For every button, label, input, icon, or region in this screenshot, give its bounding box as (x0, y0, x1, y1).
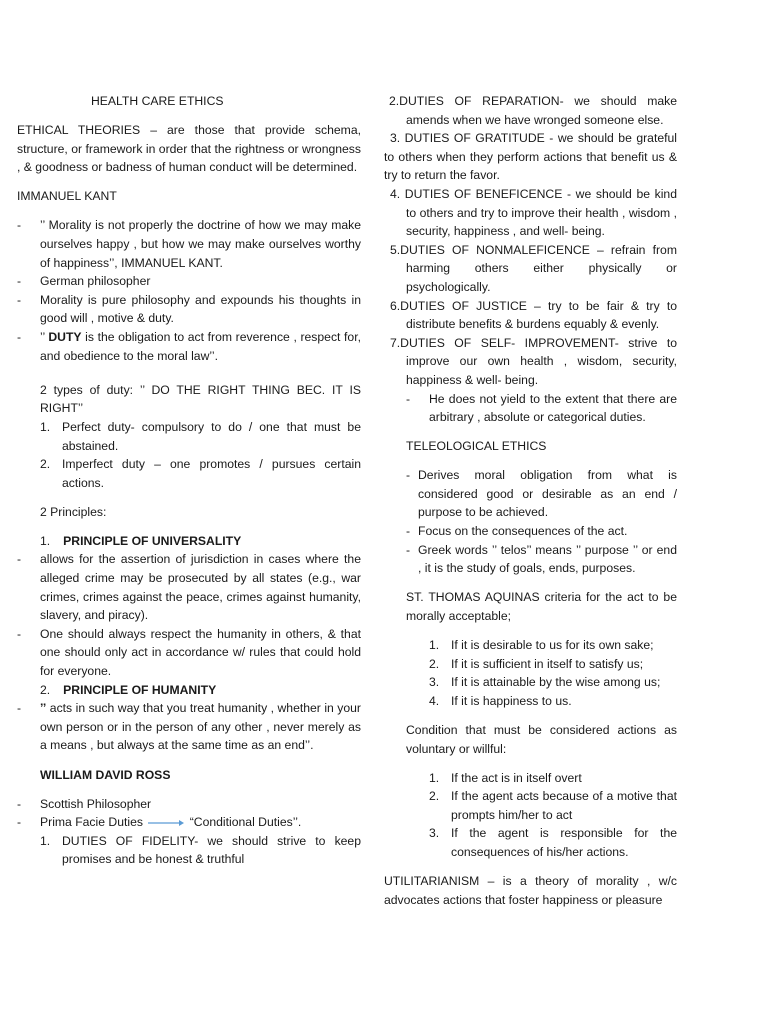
teleological-bullet: - Greek words ’’ telos’’ means ’’ purpose ’’ or end , it is the study of goals, ends, purposes. (406, 542, 677, 576)
condition-item: 3. If the agent is responsible for the consequences of his/her actions. (429, 826, 677, 859)
left-column (17, 92, 361, 869)
humanity-bullet: - ’’ acts in such way that you treat humanity , whether in your own person or in the person of any other , never merely as a means , but always at the same time as an end’’. (17, 701, 361, 753)
duty-definition: - ’’ DUTY is the obligation to act from reverence , respect for, and obedience to the moral law’’. (17, 330, 361, 363)
duty-type-item: 1. Perfect duty- compulsory to do / one that must be abstained. (40, 419, 361, 453)
fidelity-item: 1. DUTIES OF FIDELITY- we should strive to keep promises and be honest & truthful (40, 833, 361, 867)
duty-term: DUTY (48, 330, 82, 345)
ross-note: - He does not yield to the extent that there are arbitrary , absolute or categorical duties. (406, 391, 677, 425)
utilitarianism-paragraph: UTILITARIANISM – is a theory of morality , w/c advocates actions that foster happiness or pleasure (384, 874, 677, 907)
aquinas-criterion: 4. If it is happiness to us. (429, 693, 572, 708)
universality-heading: 1. PRINCIPLE OF UNIVERSALITY (40, 533, 242, 548)
principles-heading: 2 Principles: (40, 504, 107, 519)
universality-bullet: - One should always respect the humanity in others, & that one should only act in accordance w/ rules that could hold for everyone. (17, 626, 361, 679)
reparation-item: 2.DUTIES OF REPARATION- we should make amends when we have wronged someone else. (389, 94, 677, 127)
aquinas-intro: ST. THOMAS AQUINAS criteria for the act to be morally acceptable; (406, 590, 677, 623)
ross-bullet: - Scottish Philosopher (17, 796, 152, 811)
gratitude-item: 3. DUTIES OF GRATITUDE - we should be grateful to others when they perform actions that benefit us & try to return the favor. (384, 131, 677, 183)
condition-intro: Condition that must be considered actions as voluntary or willful: (406, 722, 677, 756)
teleological-bullet: - Focus on the consequences of the act. (406, 524, 628, 539)
justice-item: 6.DUTIES OF JUSTICE – try to be fair & try to distribute benefits & burdens equably & evenly. (390, 298, 677, 332)
kant-heading: IMMANUEL KANT (17, 189, 117, 204)
condition-item: 2. If the agent acts because of a motive that prompts him/her to act (429, 789, 677, 822)
condition-item: 1. If the act is in itself overt (429, 770, 582, 785)
right-column (384, 92, 677, 909)
right-arrow-icon (148, 818, 184, 828)
universality-bullet: - allows for the assertion of jurisdiction in cases where the alleged crime may be prosecuted by all states (e.g., war crimes, crimes against the peace, crimes against humanity, slavery, and piracy). (17, 552, 361, 623)
teleological-heading: TELEOLOGICAL ETHICS (406, 439, 547, 454)
duty-type-item: 2. Imperfect duty – one promotes / pursues certain actions. (40, 457, 361, 490)
ross-heading: WILLIAM DAVID ROSS (40, 767, 171, 782)
beneficence-item: 4. DUTIES OF BENEFICENCE - we should be kind to others and try to improve their health , wisdom , security, happiness , and well- being. (390, 186, 677, 239)
document-title: HEALTH CARE ETHICS (91, 94, 224, 108)
aquinas-criterion: 1. If it is desirable to us for its own sake; (429, 638, 654, 653)
ethical-theories-paragraph: ETHICAL THEORIES – are those that provide schema, structure, or framework in order that the rightness or wrongness , & goodness or badness of human conduct will be determined. (17, 123, 361, 175)
kant-bullet: - ’’ Morality is not properly the doctrine of how we may make ourselves happy , but how we may make ourselves worthy of happiness’’, IMMANUEL KANT. (17, 218, 361, 270)
aquinas-criterion: 3. If it is attainable by the wise among us; (429, 675, 661, 690)
nonmaleficence-item: 5.DUTIES OF NONMALEFICENCE – refrain from harming others either physically or psychologically. (390, 242, 677, 294)
humanity-heading: 2. PRINCIPLE OF HUMANITY (40, 682, 217, 697)
ross-bullet: - Prima Facie Duties “Conditional Duties’’. (17, 815, 302, 830)
kant-bullet: - German philosopher (17, 274, 151, 289)
types-of-duty: 2 types of duty: ’’ DO THE RIGHT THING BEC. IT IS RIGHT’’ (40, 382, 361, 416)
kant-bullet: - Morality is pure philosophy and expounds his thoughts in good will , motive & duty. (17, 292, 361, 326)
aquinas-criterion: 2. If it is sufficient in itself to satisfy us; (429, 656, 644, 671)
self-improvement-item: 7.DUTIES OF SELF- IMPROVEMENT- strive to improve our own health , wisdom, security, happiness & well- being. (390, 335, 677, 387)
teleological-bullet: - Derives moral obligation from what is considered good or desirable as an end / purpose to be achieved. (406, 468, 677, 520)
